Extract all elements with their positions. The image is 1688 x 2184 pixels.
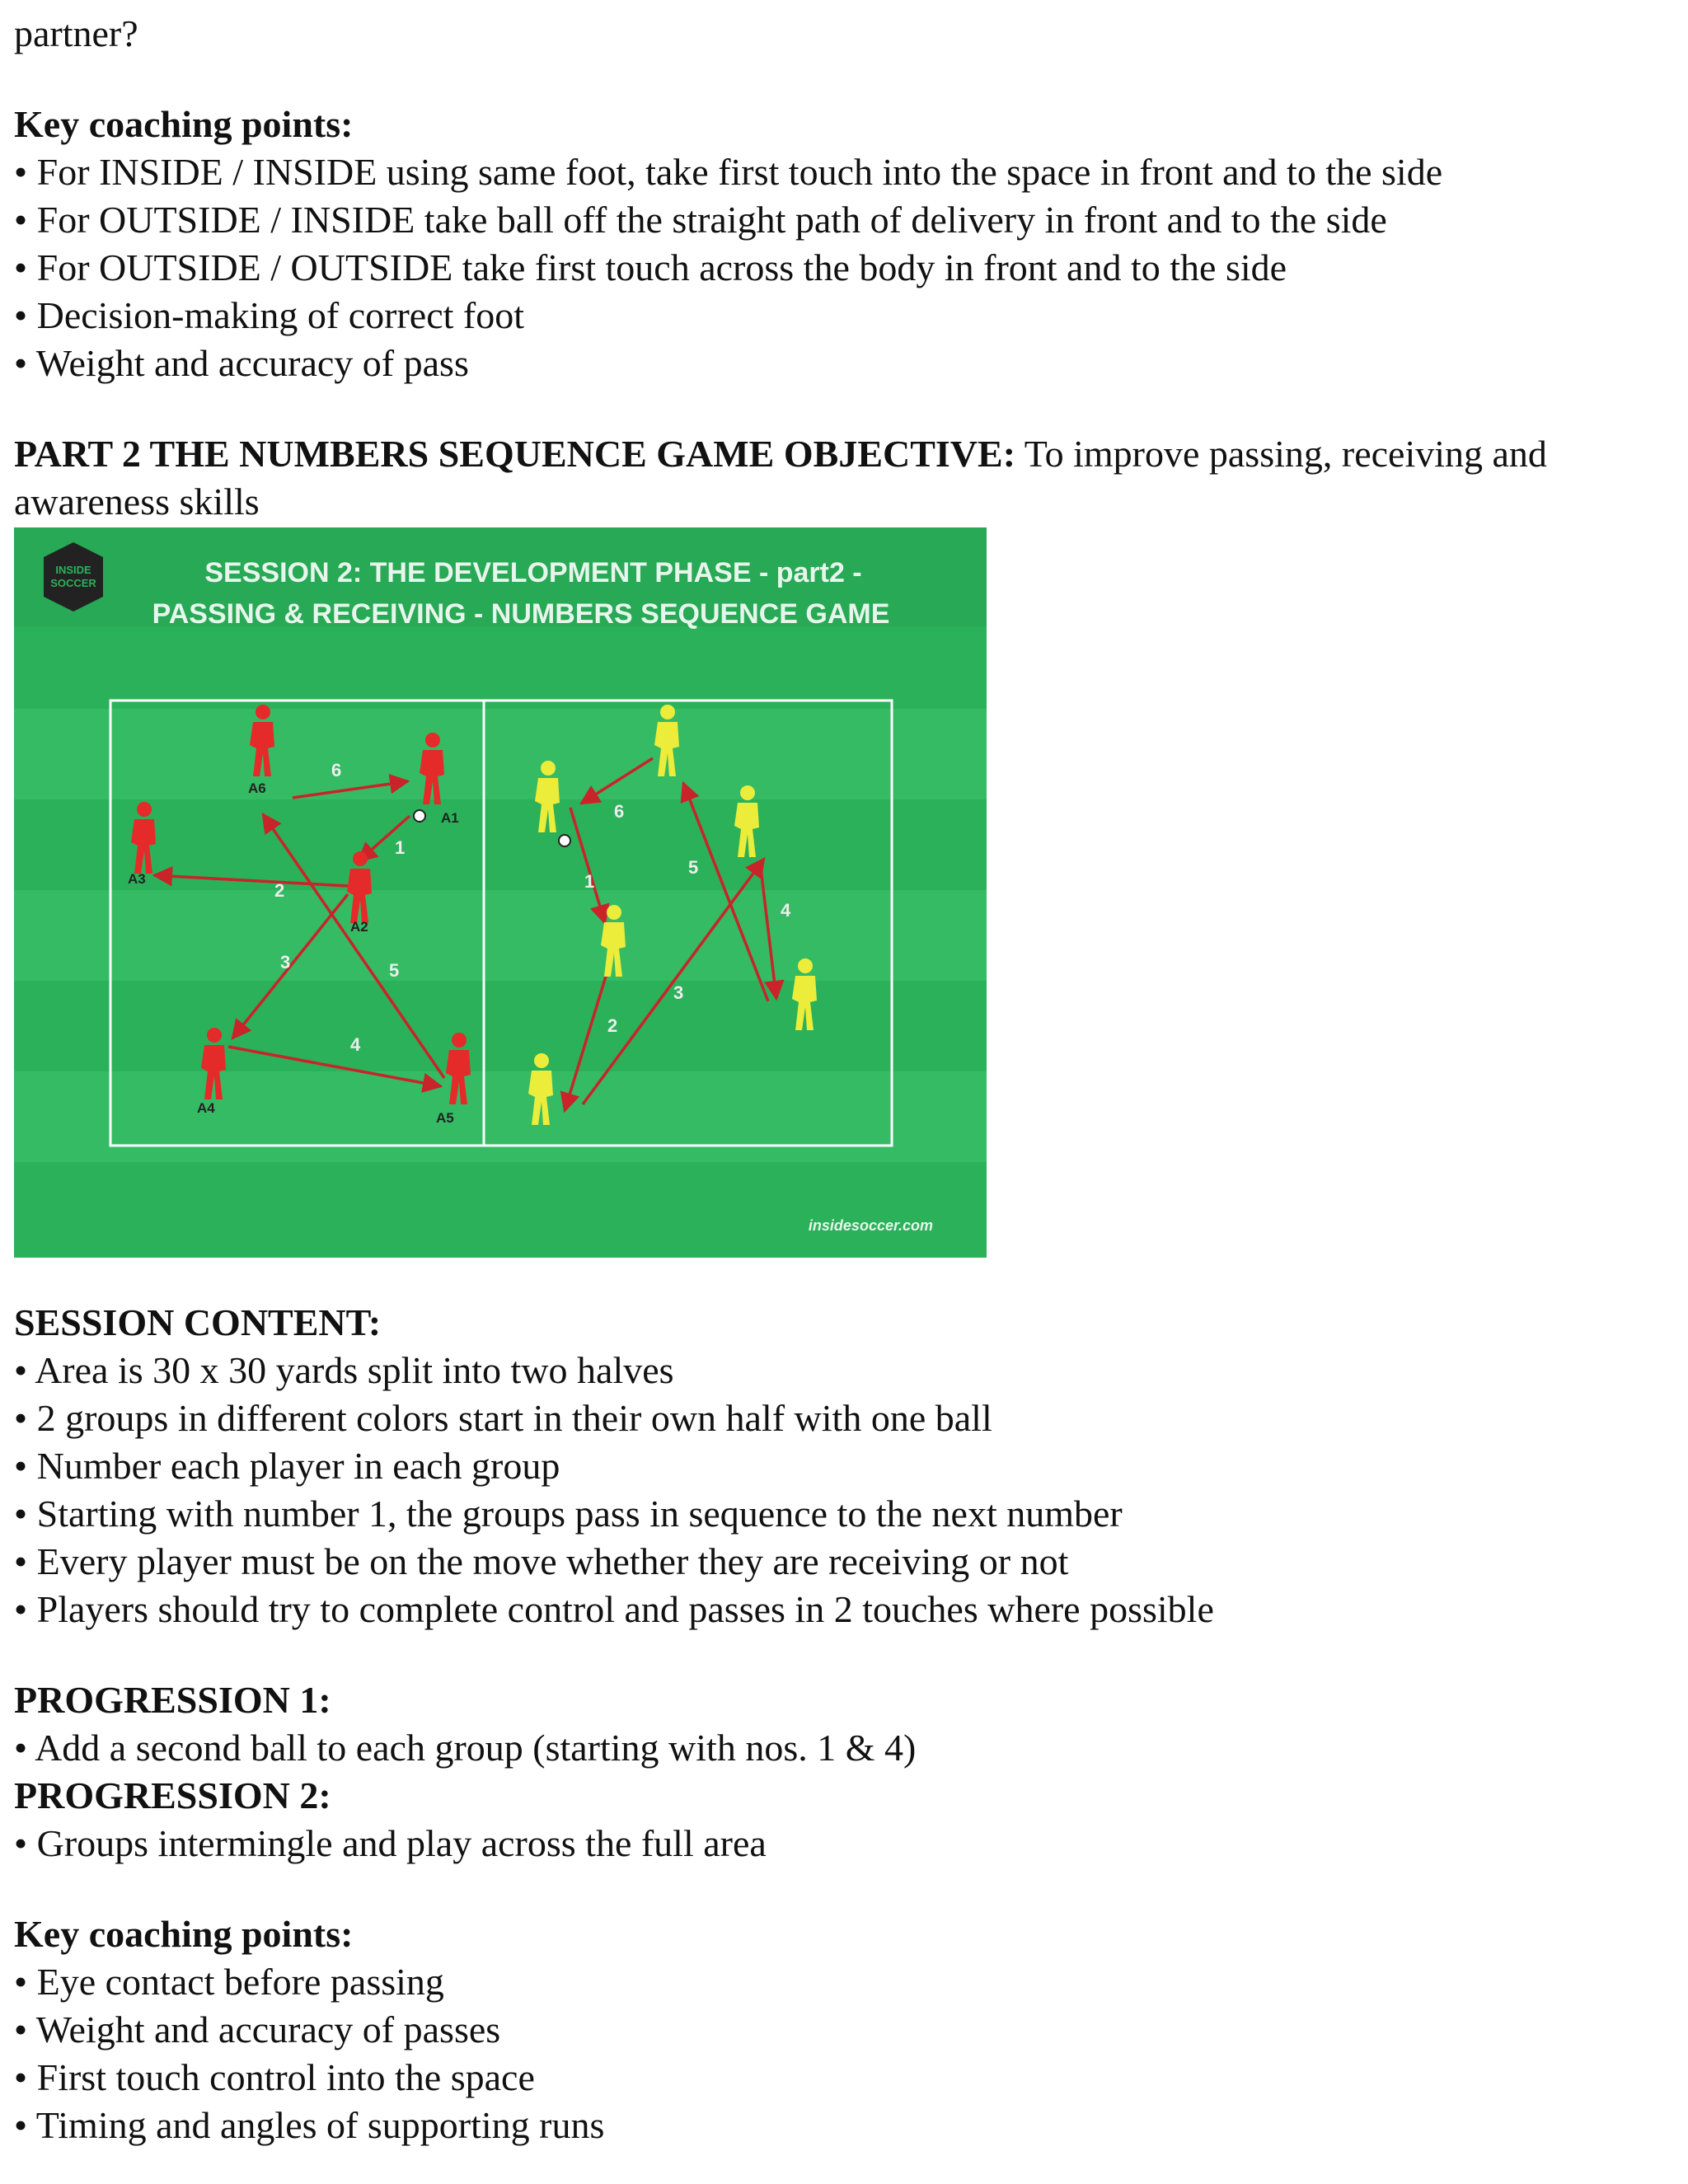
pass-number: 2	[607, 1015, 618, 1036]
pass-number: 4	[781, 900, 791, 921]
pass-number: 3	[673, 982, 684, 1003]
ball-yellow	[559, 835, 570, 846]
list-item: • Players should try to complete control and passes in 2 touches where possible	[14, 1588, 1214, 1630]
pass-number: 2	[274, 880, 285, 901]
player-label: A2	[350, 919, 368, 935]
list-item: • Decision-making of correct foot	[14, 294, 525, 336]
key-points-2-heading: Key coaching points:	[14, 1913, 354, 1955]
player-label: A4	[197, 1100, 215, 1116]
logo-text-2: SOCCER	[50, 577, 96, 589]
pass-number: 1	[584, 871, 595, 892]
player-label: A3	[128, 871, 146, 887]
list-item: • Number each player in each group	[14, 1445, 560, 1487]
list-item: • For OUTSIDE / INSIDE take ball off the straight path of delivery in front and to the side	[14, 199, 1387, 241]
player-label: A5	[436, 1110, 454, 1126]
list-item: • Area is 30 x 30 yards split into two halves	[14, 1349, 674, 1391]
part2-objective-cont: awareness skills	[14, 480, 260, 523]
diagram-title-2: PASSING & RECEIVING - NUMBERS SEQUENCE GAME	[152, 598, 890, 630]
list-item: • Timing and angles of supporting runs	[14, 2104, 605, 2146]
part2-heading: PART 2 THE NUMBERS SEQUENCE GAME OBJECTIVE:	[14, 433, 1016, 475]
session-content-heading: SESSION CONTENT:	[14, 1301, 382, 1343]
part2-objective: To improve passing, receiving and	[1015, 433, 1547, 475]
key-points-heading: Key coaching points:	[14, 103, 354, 145]
diagram-credit: insidesoccer.com	[808, 1217, 933, 1234]
list-item: • Every player must be on the move whether they are receiving or not	[14, 1540, 1069, 1582]
intro-fragment: partner?	[14, 12, 138, 54]
pass-number: 6	[614, 801, 625, 822]
list-item: • Weight and accuracy of passes	[14, 2008, 501, 2050]
progression1-heading: PROGRESSION 1:	[14, 1679, 331, 1721]
part2-heading-line	[14, 430, 1547, 478]
list-item: • Starting with number 1, the groups pass in sequence to the next number	[14, 1493, 1123, 1535]
player-label: A6	[248, 780, 266, 796]
player-label: A1	[441, 810, 459, 826]
ball-red	[414, 810, 425, 822]
pass-number: 6	[331, 760, 342, 780]
pass-number: 3	[280, 952, 291, 972]
pass-number: 1	[395, 837, 406, 858]
drill-diagram	[14, 527, 987, 1258]
list-item: • Weight and accuracy of pass	[14, 342, 469, 384]
list-item: • 2 groups in different colors start in their own half with one ball	[14, 1397, 992, 1439]
progression2-heading: PROGRESSION 2:	[14, 1774, 331, 1816]
diagram-title-1: SESSION 2: THE DEVELOPMENT PHASE - part2 -	[204, 557, 862, 588]
list-item: • For INSIDE / INSIDE using same foot, take first touch into the space in front and to the side	[14, 151, 1443, 193]
logo-text-1: INSIDE	[55, 564, 91, 576]
list-item: • First touch control into the space	[14, 2056, 535, 2098]
pass-number: 5	[688, 857, 699, 878]
list-item: • Eye contact before passing	[14, 1961, 444, 2003]
list-item: • For OUTSIDE / OUTSIDE take first touch across the body in front and to the side	[14, 246, 1287, 288]
pass-number: 4	[350, 1034, 361, 1055]
list-item: • Groups intermingle and play across the full area	[14, 1822, 767, 1864]
list-item: • Add a second ball to each group (starting with nos. 1 & 4)	[14, 1727, 917, 1769]
pass-number: 5	[389, 960, 400, 981]
